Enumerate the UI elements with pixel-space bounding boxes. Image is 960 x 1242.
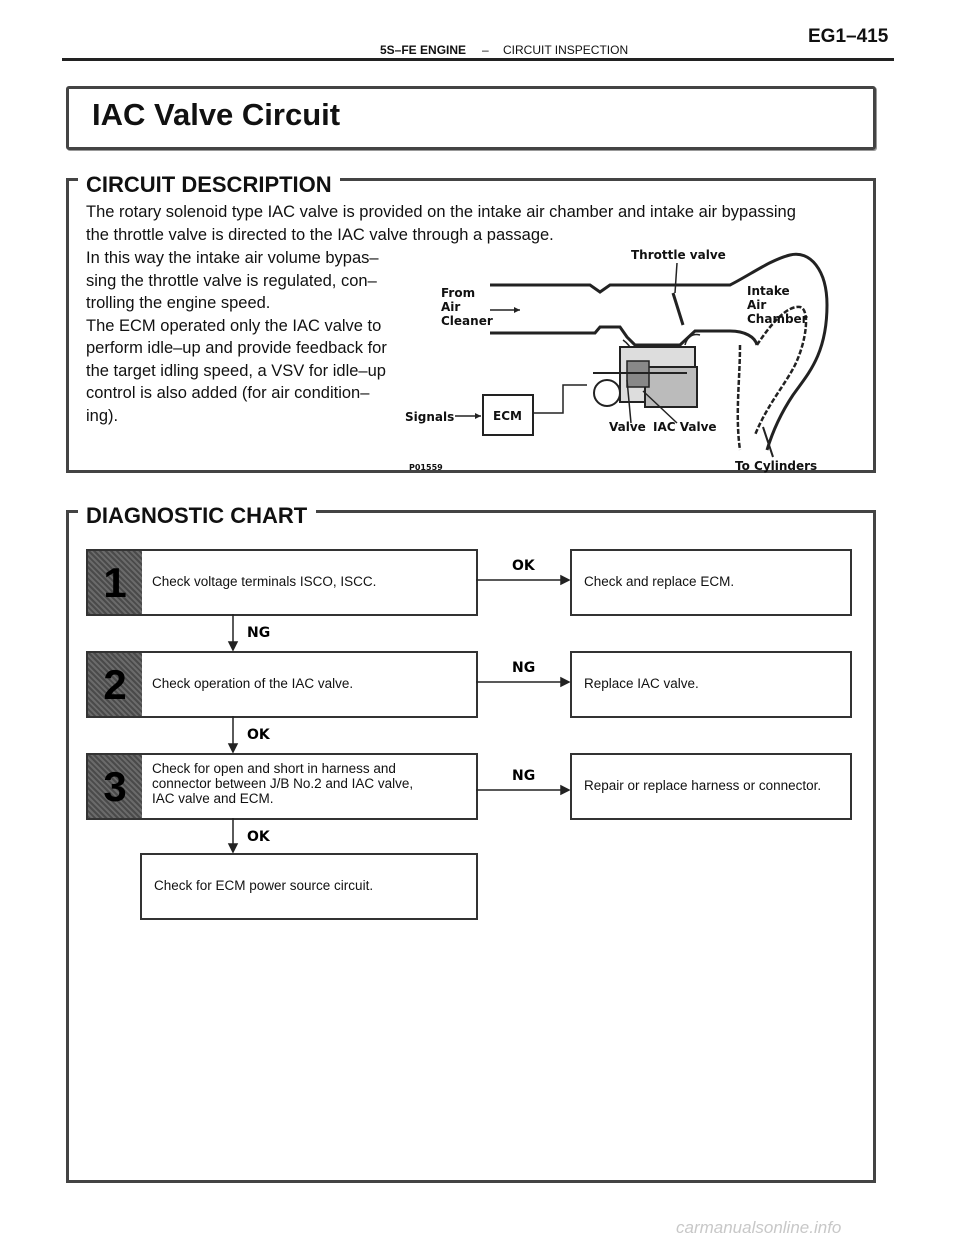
down-label-3: OK (247, 829, 270, 845)
branch-label-1: OK (512, 558, 535, 574)
description-line: trolling the engine speed. (86, 294, 271, 312)
step-number: 3 (103, 762, 127, 810)
diagnostic-chart-heading: DIAGNOSTIC CHART (82, 503, 311, 529)
down-arrowhead-3 (229, 844, 237, 852)
intake-label: Intake (747, 284, 790, 298)
step-text: Check voltage terminals ISCO, ISCC. (152, 574, 377, 589)
step-text-line: connector between J/B No.2 and IAC valve, (152, 776, 414, 791)
to-cylinders-label: To Cylinders (735, 459, 818, 473)
description-line: In this way the intake air volume bypas– (86, 249, 379, 267)
ecm-label: ECM (493, 409, 522, 423)
down-arrowhead-2 (229, 744, 237, 752)
description-line: the throttle valve is directed to the IAC valve through a passage. (86, 225, 554, 244)
cleaner-label: Cleaner (441, 314, 493, 328)
down-arrowhead-1 (229, 642, 237, 650)
step-number: 1 (103, 558, 127, 606)
header-topic: CIRCUIT INSPECTION (503, 43, 629, 57)
description-line: control is also added (for air condition– (86, 384, 370, 402)
branch-arrowhead-3 (561, 786, 569, 794)
branch-label-3: NG (512, 768, 536, 784)
from-label: From (441, 286, 476, 300)
intake-air-label: Air (747, 298, 767, 312)
throttle-valve-label: Throttle valve (631, 248, 726, 262)
down-label-1: NG (247, 625, 271, 641)
valve-label: Valve (609, 420, 646, 434)
final-step-text: Check for ECM power source circuit. (154, 878, 374, 893)
step-text-line: Check for open and short in harness and (152, 761, 396, 776)
description-line: the target idling speed, a VSV for idle–up (86, 361, 386, 380)
result-text: Repair or replace harness or connector. (584, 778, 822, 793)
description-line: The ECM operated only the IAC valve to (86, 316, 382, 335)
page-id: EG1–415 (808, 26, 889, 47)
air-label: Air (441, 300, 461, 314)
header-separator: – (482, 43, 489, 57)
description-line: ing). (86, 406, 119, 425)
header-section: 5S–FE ENGINE (380, 43, 467, 57)
description-line: sing the throttle valve is regulated, con– (86, 271, 377, 290)
down-label-2: OK (247, 727, 270, 743)
step-text: Check operation of the IAC valve. (152, 676, 354, 691)
watermark: carmanualsonline.info (676, 1218, 842, 1237)
branch-arrowhead-2 (561, 678, 569, 686)
step-number: 2 (103, 660, 127, 708)
iac-valve-label: IAC Valve (653, 420, 717, 434)
result-text: Replace IAC valve. (584, 676, 699, 691)
chamber-label: Chamber (747, 312, 808, 326)
signals-label: Signals (405, 410, 455, 424)
branch-arrowhead-1 (561, 576, 569, 584)
description-line: perform idle–up and provide feedback for (86, 339, 387, 357)
description-line: The rotary solenoid type IAC valve is provided on the intake air chamber and intake air bypassing (86, 203, 796, 221)
result-text: Check and replace ECM. (584, 574, 735, 589)
step-text-line: IAC valve and ECM. (152, 791, 274, 806)
page-title: IAC Valve Circuit (92, 97, 341, 132)
circuit-description-heading: CIRCUIT DESCRIPTION (82, 172, 336, 198)
branch-label-2: NG (512, 660, 536, 676)
figure-id: P01559 (409, 463, 443, 472)
